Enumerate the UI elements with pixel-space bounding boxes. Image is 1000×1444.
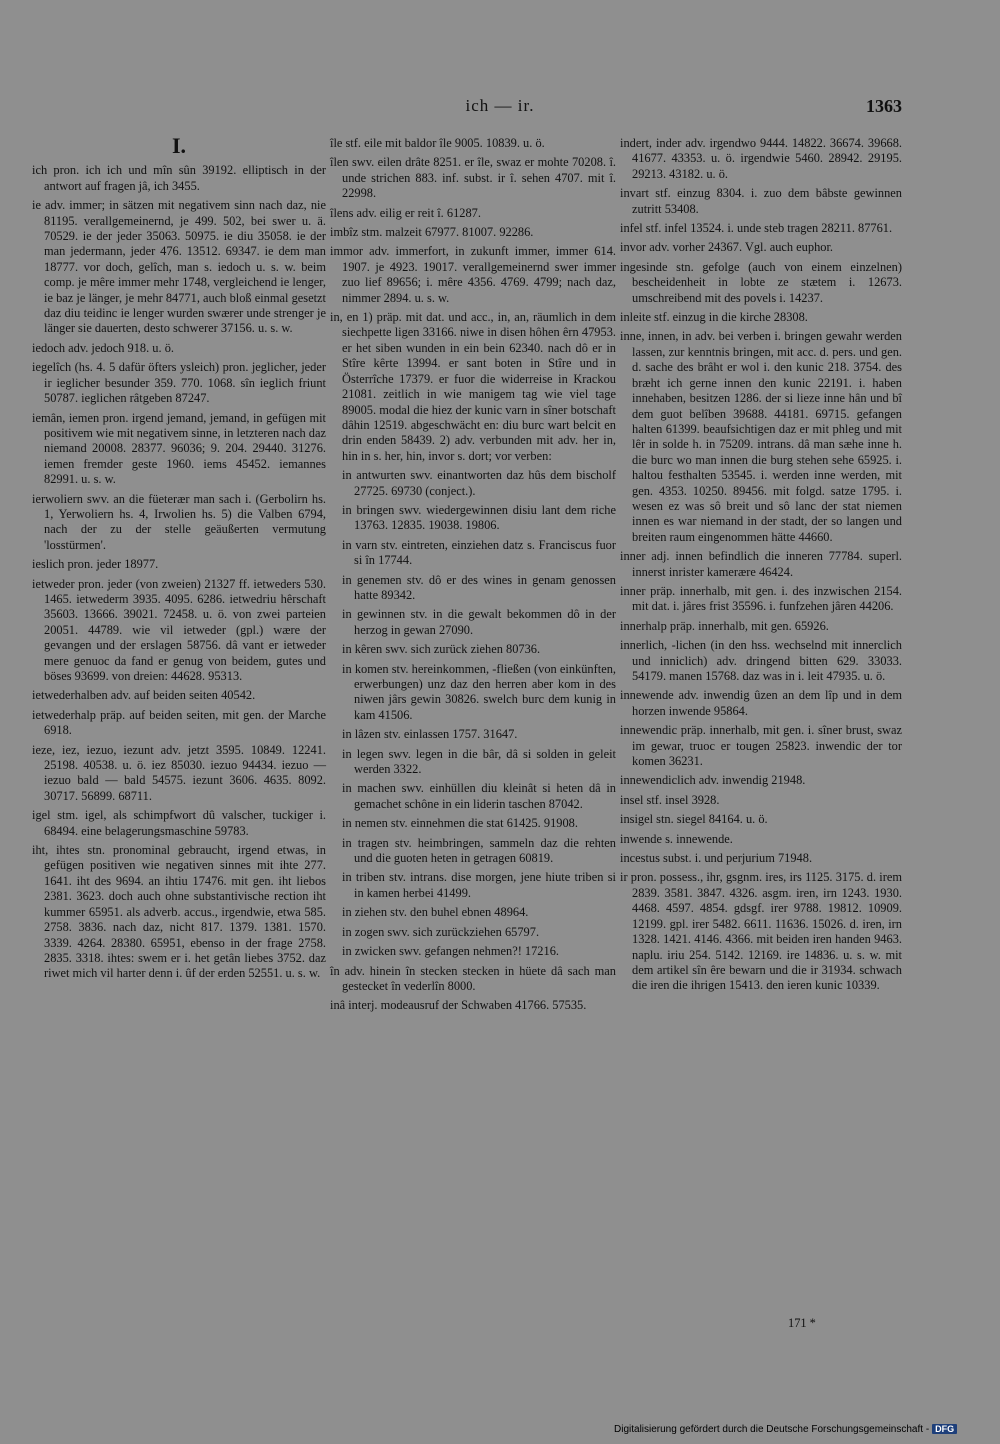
dictionary-entry: ie adv. immer; in sätzen mit negativem sinn nach daz, nie 81195. verallgemeinernd, je 499. 502, bei swer u. ä. 70529. ie der jeder 35063. 50975. ie diu 35058. ie der man jedermann, jeder 476. 13512. 69347. ie dem man 18777. vor doch, gelîch, man s. iedoch u. s. w. beim comp. je mêre immer mehr 1748, vergleichend ie lenger, ie baz je länger, je mehr 84771, auch bloß einmal gesetzt daz diu teidinc ie lenger wurden swærer unde strenger je länger sie dauerten, desto schwerer 37156. u. s. w. (32, 198, 326, 336)
dictionary-entry: imbîz stm. malzeit 67977. 81007. 92286. (330, 225, 534, 240)
dictionary-entry: ierwoliern swv. an die füeterær man sach i. (Gerbolirn hs. 1, Yerwoliern hs. 4, Irwolien hs. 5) die Valben 6794, nach der zu der stelle geäußerten vermutung 'losstürmen'. (32, 491, 326, 552)
dictionary-entry: innerlich, -lichen (in den hss. wechselnd mit innerclich und inniclich) adv. dringend bitten 629. 33033. 54179. manen 15768. daz was in i. leit 47935. u. ö. (620, 638, 902, 683)
dictionary-entry: îlens adv. eilig er reit î. 61287. (330, 205, 481, 220)
letter-heading: I. (171, 133, 187, 158)
dictionary-entry: in legen swv. legen in die bâr, dâ si solden in geleit werden 3322. (342, 746, 616, 777)
dictionary-entry: ietwederhalben adv. auf beiden seiten 40542. (32, 688, 256, 703)
dictionary-entry: invor adv. vorher 24367. Vgl. auch euphor. (620, 240, 834, 255)
dictionary-entry: ietwederhalp präp. auf beiden seiten, mit gen. der Marche 6918. (32, 707, 326, 738)
dictionary-entry: in varn stv. eintreten, einziehen datz s. Franciscus fuor si în 17744. (342, 537, 616, 568)
dictionary-entry: île stf. eile mit baldor île 9005. 10839. u. ö. (330, 136, 545, 150)
column-left (32, 133, 326, 986)
dictionary-entry: in lâzen stv. einlassen 1757. 31647. (342, 727, 518, 742)
dictionary-entry: indert, inder adv. irgendwo 9444. 14822. 36674. 39668. 41677. 43353. u. ö. irgendwie 5460. 28942. 29195. 29213. 43182. u. ö. (620, 136, 902, 181)
running-title: ich — ir. (465, 96, 535, 115)
column-right (620, 136, 902, 998)
dictionary-entry: in zwicken swv. gefangen nehmen?! 17216. (342, 944, 559, 959)
dictionary-entry: in machen swv. einhüllen diu kleinât si heten dâ in gemachet schône in ein liderin taschen 87042. (342, 781, 616, 811)
dictionary-entry: in zogen swv. sich zurückziehen 65797. (342, 924, 540, 939)
dictionary-entry: insel stf. insel 3928. (620, 792, 720, 807)
dictionary-entry: in tragen stv. heimbringen, sammeln daz die rehten und die guoten heten in getragen 60819. (342, 835, 616, 866)
dictionary-entry: in komen stv. hereinkommen, -fließen (von einkünften, erwerbungen) unz daz den herren aber kom in des niwen jârs gewin 30826. swelch burc dem kunig in kam 41506. (342, 661, 616, 722)
dictionary-entry: în adv. hinein în stecken stecken in hüete dâ sach man gestecket în vederlîn 8000. (330, 963, 616, 993)
dictionary-entry: ich pron. ich ich und mîn sûn 39192. elliptisch in der antwort auf fragen jâ, ich 3455. (32, 163, 326, 193)
dictionary-entry: innewendiclich adv. inwendig 21948. (620, 773, 806, 788)
dictionary-entry: inner präp. innerhalb, mit gen. i. des inzwischen 2154. mit dat. i. jâres frist 35596. i. funfzehen jâren 44206. (620, 583, 902, 614)
footer-text: Digitalisierung gefördert durch die Deutsche Forschungsgemeinschaft - (614, 1424, 930, 1435)
footer-credit (614, 1424, 957, 1435)
dictionary-entry: immor adv. immerfort, in zukunft immer, immer 614. 1907. je 4923. 19017. verallgemeinernd swer immer zuo lief 89656; i. mêre 4356. 4769. 4799; nach daz, nimmer 2894. u. s. w. (330, 244, 616, 305)
dictionary-entry: ieslich pron. jeder 18977. (32, 557, 159, 572)
dictionary-entry: iemân, iemen pron. irgend jemand, jemand, in gefügen mit positivem wie mit negativem sinne, in letzteren nach daz niemand 20008. 28377. 96036; 9. 204. 29440. 31276. iemen fremder geste 1960. iems 45452. iemannes 82991. u. s. w. (32, 410, 326, 487)
dictionary-entry: in nemen stv. einnehmen die stat 61425. 91908. (342, 816, 578, 831)
dictionary-entry: inner adj. innen befindlich die inneren 77784. superl. innerst inrister kamerære 46424. (620, 549, 902, 579)
dictionary-entry: îlen swv. eilen drâte 8251. er île, swaz er mohte 70208. î. unde strichen 883. inf. subst. ir î. sehen 4707. mit î. 22998. (330, 155, 616, 201)
signature-mark: 171 * (788, 1316, 816, 1330)
dictionary-entry: in gewinnen stv. in die gewalt bekommen dô in der herzog in gewan 27090. (342, 607, 616, 637)
dictionary-entry: in bringen swv. wiedergewinnen disiu lant dem riche 13763. 12835. 19038. 19806. (342, 502, 616, 533)
dictionary-entry: in ziehen stv. den buhel ebnen 48964. (342, 905, 529, 920)
dictionary-entry: in triben stv. intrans. dise morgen, jene hiute triben si in kamen herbei 41499. (342, 870, 616, 900)
dictionary-entry: igel stm. igel, als schimpfwort dû valscher, tuckiger i. 68494. eine belagerungsmaschine 59783. (32, 808, 326, 838)
dictionary-entry: invart stf. einzug 8304. i. zuo dem bâbste gewinnen zutritt 53408. (620, 186, 902, 216)
dictionary-entry: iht, ihtes stn. pronominal gebraucht, irgend etwas, in gefügen positiven wie negativen sinnes mit ihte 277. 1641. iht des 9694. an ihtiu 17476. mit gen. iht liebos 2381. 3623. doch auch ohne substantivische rection iht kummer 65951. als adverb. accus., irgendwie, etwa 585. 2758. 3836. nach daz, nicht 817. 1379. 1381. 1570. 3339. 4264. 28380. 65951, ebenso in der frage 2758. 2835. 3318. ihtes: swem er i. het getân liebes 3752. daz riwet mich vil harter denn i. ûf der erden 52551. u. s. w. (32, 843, 326, 981)
dictionary-entry: in antwurten swv. einantworten daz hûs dem bischolf 27725. 69730 (conject.). (342, 468, 616, 498)
dictionary-entry: iegelîch (hs. 4. 5 dafür öfters ysleich) pron. jeglicher, jeder ir ieglicher besunder 359. 770. 1068. sîn ieglich friunt 50787. ieglichen râtgeben 87247. (32, 360, 326, 406)
dfg-logo: DFG (932, 1424, 957, 1434)
page-number: 1363 (866, 96, 902, 116)
running-head (0, 96, 1000, 118)
dictionary-entry: in genemen stv. dô er des wines in genam genossen hatte 89342. (342, 572, 616, 602)
dictionary-entry: inwende s. innewende. (620, 831, 733, 846)
dictionary-entry: ieze, iez, iezuo, iezunt adv. jetzt 3595. 10849. 12241. 25198. 40538. u. ö. iez 85030. iezuo 94434. iezuo — iezuo bald — bald 54575. iezunt 3606. 4635. 8092. 30717. 56899. 68711. (32, 742, 326, 803)
dictionary-entry: innewendic präp. innerhalb, mit gen. i. sîner brust, swaz im gewar, truoc er tougen 25823. inwendic der tor komen 36231. (620, 723, 902, 769)
entries-left (32, 163, 326, 981)
entries-middle (330, 136, 616, 1014)
dictionary-entry: inâ interj. modeausruf der Schwaben 41766. 57535. (330, 998, 587, 1013)
dictionary-entry: inne, innen, in adv. bei verben i. bringen gewahr werden lassen, zur kenntnis bringen, mit acc. d. pers. und gen. d. sache des brâht er wol i. den kunic 218. 3754. des bræht ich gerne innen den kunic 22191. i. haben innehaben, besitzen 1286. der si lieze inne hân und bî dem guot belîben 39688. 44181. 69715. gefangen halten 61399. beaufsichtigen daz er mit phleg und mit lêr in solde h. in 75209. intrans. dâ man sæhe inne h. die burc wo man innen die burg stehen sehe 65925. i. haltou festhalten 53545. i. werden inne werden, mit gen. 4353. 10250. 89456. mit folgd. satze 1795. i. wesen ez was sô breit und sô lanc der stat niemen innen es war niemand in der stadt, der so langen und breiten raum eingenommen hätte 44660. (620, 329, 902, 544)
dictionary-entry: infel stf. infel 13524. i. unde steb tragen 28211. 87761. (620, 221, 893, 236)
dictionary-entry: ietweder pron. jeder (von zweien) 21327 ff. ietweders 530. 1465. ietwederm 3935. 4095. 6286. ietwedriu hêrschaft 35603. 13666. 39021. 72458. u. ö. von zwei parteien 20051. 44789. wie vil ietweder (gpl.) wære der gevangen und der erslagen 58756. dâ vant er ietweder mere genuoc da fand er genug von beidem, gutes und böses 93699. von dreien: 44628. 95313. (32, 576, 326, 683)
dictionary-entry: ingesinde stn. gefolge (auch von einem einzelnen) bescheidenheit in lobte ze stætem i. 12673. umschreibend mit des povels i. 14237. (620, 259, 902, 305)
dictionary-entry: inleite stf. einzug in die kirche 28308. (620, 310, 808, 325)
dictionary-entry: incestus subst. i. und perjurium 71948. (620, 851, 813, 866)
dictionary-entry: innerhalp präp. innerhalb, mit gen. 65926. (620, 618, 829, 633)
dictionary-entry: in, en 1) präp. mit dat. und acc., in, an, räumlich in dem siechpette ligen 33166. niwe in disen hôhen êrn 47953. er het siben wunden in ein bein 62340. nach dô er in Stîre kêrte 13994. er sant boten in Stîre und in Österrîche 17379. er fuor die widerreise in Krackou 21081. zeitlich in wie manigem tag wie viel tage 89005. modal die hiez der kunic varn in sîner botschaft dâhin 12519. abgeschwächt en: diu burc wart belcit en drin enden 58439. 2) adv. verbunden mit adv. her in, hin in s. her, hin, invor s. dort; vor verben: (330, 310, 616, 463)
dictionary-entry: in kêren swv. sich zurück ziehen 80736. (342, 642, 541, 657)
column-middle (330, 136, 616, 1018)
dictionary-entry: ir pron. possess., ihr, gsgnm. ires, irs 1125. 3175. d. irem 2839. 3581. 3847. 4326. asgm. iren, irn 1243. 1930. 4468. 4597. 4854. gdsgf. irer 9788. 19812. 10909. 12199. gpl. irer 5482. 6611. 11636. 15026. d. iren, irn 1328. 1421. 4146. 4366. mit beiden iren handen 9463. naplu. iriu 254. 5142. 12169. ire 14836. u. s. w. mit dem artikel sîn êre bewarn und die ir 31934. schwach die iren die ihrigen 15413. den ieren kunic 10339. (620, 870, 902, 993)
dictionary-entry: insigel stn. siegel 84164. u. ö. (620, 812, 768, 827)
dictionary-entry: iedoch adv. jedoch 918. u. ö. (32, 340, 174, 355)
dictionary-entry: innewende adv. inwendig ûzen an dem lîp und in dem horzen inwende 95864. (620, 688, 902, 718)
entries-right (620, 136, 902, 994)
